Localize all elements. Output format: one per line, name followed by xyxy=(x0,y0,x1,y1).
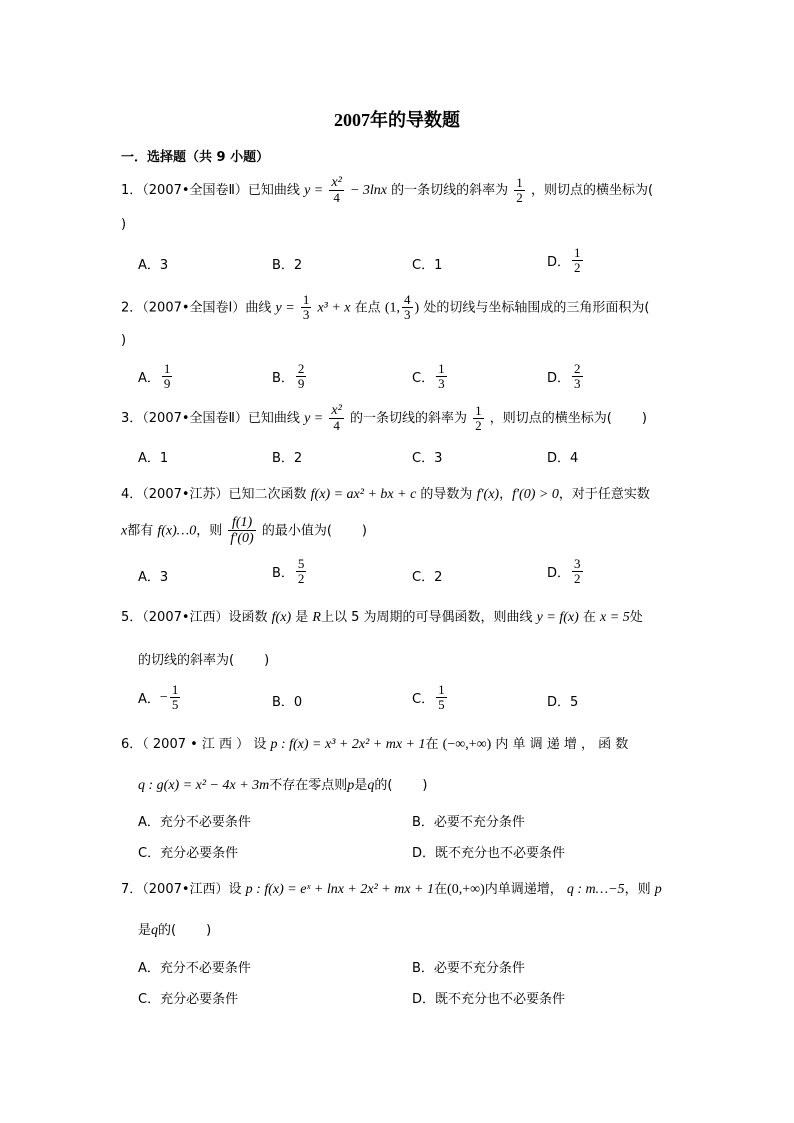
q1-frac xyxy=(329,175,343,206)
q1-prefix: 1．（2007•全国卷Ⅱ）已知曲线 xyxy=(121,182,300,198)
q2-option-b-den: 9 xyxy=(297,376,305,392)
q5-option-a-num: 1 xyxy=(171,682,179,697)
q2-frac-num: 1 xyxy=(302,292,310,307)
q2-option-b-num: 2 xyxy=(297,361,305,376)
q4-prefix: 4．（2007•江苏）已知二次函数 xyxy=(121,487,307,502)
q5-option-a-sign: − xyxy=(159,689,168,705)
q3-frac-num: x² xyxy=(331,403,342,418)
q4-mid1: 的导数为 xyxy=(420,487,473,502)
q3-frac-den: 4 xyxy=(333,418,340,434)
q2-mid: 在点 xyxy=(354,300,381,316)
q4-option-c[interactable]: C．2 xyxy=(412,570,443,585)
q4-frac-den: f′(0) xyxy=(230,531,254,547)
q5-prefix: 5．（2007•江西）设函数 xyxy=(121,610,268,625)
q7-option-d[interactable]: D．既不充分也不必要条件 xyxy=(412,992,566,1007)
q6-option-d[interactable]: D．既不充分也不必要条件 xyxy=(412,846,566,861)
q5-R: R xyxy=(312,610,321,625)
q2-prefix: 2．（2007•全国卷Ⅰ）曲线 xyxy=(121,300,272,316)
q4-line2-cond: f(x)…0 xyxy=(157,523,197,539)
q6-p: p : f(x) = x³ + 2x² + mx + 1 xyxy=(270,737,426,752)
q4-stem-line2 xyxy=(121,515,367,547)
q3-suffix: ，则切点的横坐标为( xyxy=(489,410,612,426)
q2-option-a-frac xyxy=(162,362,173,392)
q5-option-a-label: A． xyxy=(138,692,160,708)
q5-option-c-frac xyxy=(436,683,447,713)
q5-stem-line2 xyxy=(138,649,269,668)
q2-option-d-num: 2 xyxy=(574,361,581,376)
q2-term: x³ + x xyxy=(317,300,351,316)
q5-option-c-den: 5 xyxy=(438,697,445,713)
q7-line2-a: 是 xyxy=(138,923,152,938)
q7-line2-q: q xyxy=(151,923,159,938)
q2-option-c-frac xyxy=(436,362,447,392)
q4-stem xyxy=(121,483,650,503)
q6-line2-q: q xyxy=(367,778,375,793)
q1-option-d-label: D． xyxy=(547,255,571,271)
q6-close: ) xyxy=(422,778,428,793)
q3-option-d[interactable]: D．4 xyxy=(547,451,579,466)
q4-option-d-num: 3 xyxy=(574,556,581,571)
q3-frac xyxy=(329,403,343,434)
q7-p2: p xyxy=(654,882,662,897)
q5-option-c[interactable] xyxy=(412,683,449,713)
q5-mid2: 上以 5 为周期的可导偶函数，则曲线 xyxy=(320,610,533,625)
q4-deriv: f′(x) xyxy=(476,487,500,502)
q2-point-den: 3 xyxy=(404,307,411,323)
q5-mid3: 在 xyxy=(582,610,596,625)
q4-line2-a: 都有 xyxy=(127,523,154,539)
q7-q: q : m…−5 xyxy=(566,882,625,897)
q2-option-c-den: 3 xyxy=(438,376,445,392)
q5-option-a-frac xyxy=(170,683,181,713)
q5-option-a[interactable] xyxy=(138,683,182,713)
q3-mid: 的一条切线的斜率为 xyxy=(349,410,467,426)
q4-cond: f′(0) > 0 xyxy=(512,487,559,502)
q6-line2-p: p xyxy=(347,778,355,793)
q6-q: q : g(x) = x² − 4x + 3m xyxy=(138,778,270,793)
q3-slope-num: 1 xyxy=(475,402,482,418)
q1-frac-num: x² xyxy=(331,175,342,190)
q4-comma: ， xyxy=(499,487,513,502)
q1-option-c[interactable]: C．1 xyxy=(412,258,443,273)
q1-slope-num: 1 xyxy=(516,174,523,190)
q7-prefix: 7．（2007•江西）设 xyxy=(121,882,242,897)
q1-slope xyxy=(514,176,525,206)
q6-prefix: 6．（ 2007 • 江 西 ） 设 xyxy=(121,737,267,752)
q2-option-b-label: B． xyxy=(272,371,294,387)
q2-point-frac xyxy=(402,293,413,323)
q3-option-b[interactable]: B．2 xyxy=(272,451,303,466)
q2-option-c[interactable] xyxy=(412,362,449,392)
q6-line2-c: 的( xyxy=(374,778,393,793)
q7-option-c[interactable]: C．充分必要条件 xyxy=(138,992,239,1007)
q3-slope xyxy=(473,404,484,434)
q1-option-d-frac xyxy=(572,246,583,276)
q2-option-d-frac xyxy=(572,362,583,392)
q7-interval: (0,+∞) xyxy=(447,882,485,897)
q5-option-b[interactable]: B．0 xyxy=(272,695,303,710)
q4-option-b-den: 2 xyxy=(297,571,305,587)
q1-mid: 的一条切线的斜率为 xyxy=(391,182,509,198)
q6-line2-b: 是 xyxy=(354,778,368,793)
q1-y-eq: y = xyxy=(304,182,324,198)
q6-line2-a: 不存在零点则 xyxy=(269,778,348,793)
q4-option-b-frac xyxy=(296,557,307,587)
q7-line2-b: 的( xyxy=(158,923,177,938)
q2-option-d-label: D． xyxy=(547,371,571,387)
q1-slope-den: 2 xyxy=(516,189,523,205)
q6-option-c[interactable]: C．充分必要条件 xyxy=(138,846,239,861)
q2-y-eq: y = xyxy=(275,300,295,316)
q5-option-a-den: 5 xyxy=(171,697,179,713)
q5-option-c-label: C． xyxy=(412,692,435,708)
q2-option-b[interactable] xyxy=(272,362,308,392)
q4-line2-c: 的最小值为( xyxy=(261,523,332,539)
q4-option-a[interactable]: A．3 xyxy=(138,570,169,585)
q5-at: x = 5 xyxy=(600,610,630,625)
q2-frac xyxy=(301,293,312,323)
q1-frac-den: 4 xyxy=(333,190,340,206)
q7-close: ) xyxy=(206,923,212,938)
section-heading: 一．选择题（共 9 小题） xyxy=(121,150,270,165)
q2-option-a-num: 1 xyxy=(163,361,171,376)
q6-suffix: 内 单 调 递 增 ， 函 数 xyxy=(495,737,629,752)
q3-option-c[interactable]: C．3 xyxy=(412,451,443,466)
q5-option-c-num: 1 xyxy=(438,682,445,697)
q4-option-b[interactable] xyxy=(272,557,308,587)
q5-curve: y = f(x) xyxy=(536,610,579,625)
q7-option-b[interactable]: B．必要不充分条件 xyxy=(412,961,525,976)
q7-p: p : f(x) = eˣ + lnx + 2x² + mx + 1 xyxy=(245,882,435,897)
q7-mid: 在 xyxy=(434,882,448,897)
q1-stem xyxy=(121,175,653,206)
q3-slope-den: 2 xyxy=(475,417,482,433)
q7-option-a[interactable]: A．充分不必要条件 xyxy=(138,961,251,976)
q7-mid2: 内单调递增， xyxy=(484,882,563,897)
q1-option-a[interactable]: A．3 xyxy=(138,258,169,273)
q3-y-eq: y = xyxy=(304,410,324,426)
q7-suffix: ，则 xyxy=(624,882,651,897)
q4-line2-b: ，则 xyxy=(196,523,223,539)
q2-option-a-label: A． xyxy=(138,371,160,387)
q2-point-num: 4 xyxy=(404,292,411,307)
q5-mid1: 是 xyxy=(295,610,309,625)
q1-option-d[interactable] xyxy=(547,246,585,276)
q1-option-d-num: 1 xyxy=(574,245,581,260)
q5-fx: f(x) xyxy=(271,610,292,625)
q4-frac xyxy=(228,515,255,547)
q3-option-a[interactable]: A．1 xyxy=(138,451,169,466)
q4-option-d-label: D． xyxy=(547,566,571,582)
q6-mid: 在 xyxy=(425,737,439,752)
q4-option-d[interactable] xyxy=(547,557,585,587)
q6-stem-line2 xyxy=(138,774,427,794)
q2-option-a[interactable] xyxy=(138,362,174,392)
q6-stem xyxy=(121,733,628,753)
q1-option-d-den: 2 xyxy=(574,260,581,276)
q4-var-x: x xyxy=(121,523,128,539)
q4-func: f(x) = ax² + bx + c xyxy=(310,487,417,502)
q2-stem-close: ) xyxy=(121,333,127,348)
q2-suffix: 处的切线与坐标轴围成的三角形面积为( xyxy=(423,300,650,316)
page-title: 2007年的导数题 xyxy=(334,110,460,130)
q2-option-c-label: C． xyxy=(412,371,435,387)
q3-close: ) xyxy=(641,410,647,426)
q5-option-d[interactable]: D．5 xyxy=(547,695,579,710)
q4-option-d-den: 2 xyxy=(574,571,581,587)
q3-prefix: 3．（2007•全国卷Ⅱ）已知曲线 xyxy=(121,410,300,426)
q4-suffix: ，对于任意实数 xyxy=(558,487,650,502)
q1-stem-close: ) xyxy=(121,217,127,232)
q2-option-d-den: 3 xyxy=(574,376,581,392)
q5-suffix: 处 xyxy=(629,610,643,625)
q3-stem xyxy=(121,403,647,434)
q4-frac-num: f(1) xyxy=(228,515,255,531)
q1-suffix: ，则切点的横坐标为( xyxy=(530,182,654,198)
q6-option-b[interactable]: B．必要不充分条件 xyxy=(412,815,525,830)
q2-option-d[interactable] xyxy=(547,362,585,392)
q1-option-b[interactable]: B．2 xyxy=(272,258,303,273)
q5-close: ) xyxy=(264,653,270,668)
q4-close: ) xyxy=(361,523,367,539)
q4-option-b-label: B． xyxy=(272,566,294,582)
q7-stem-line2 xyxy=(138,919,211,939)
q1-term: − 3lnx xyxy=(349,182,387,198)
q2-option-b-frac xyxy=(296,362,307,392)
q4-option-d-frac xyxy=(572,557,583,587)
q5-line2: 的切线的斜率为( xyxy=(138,653,235,668)
q4-option-b-num: 5 xyxy=(297,556,305,571)
q2-frac-den: 3 xyxy=(302,307,310,323)
q2-option-a-den: 9 xyxy=(163,376,171,392)
q6-interval: (−∞,+∞) xyxy=(442,737,492,752)
q2-point-pre: (1, xyxy=(384,300,400,316)
q2-point-post: ) xyxy=(414,300,420,316)
q7-stem xyxy=(121,878,662,898)
q2-stem xyxy=(121,293,649,323)
q5-stem xyxy=(121,606,643,626)
q2-option-c-num: 1 xyxy=(438,361,445,376)
q6-option-a[interactable]: A．充分不必要条件 xyxy=(138,815,251,830)
